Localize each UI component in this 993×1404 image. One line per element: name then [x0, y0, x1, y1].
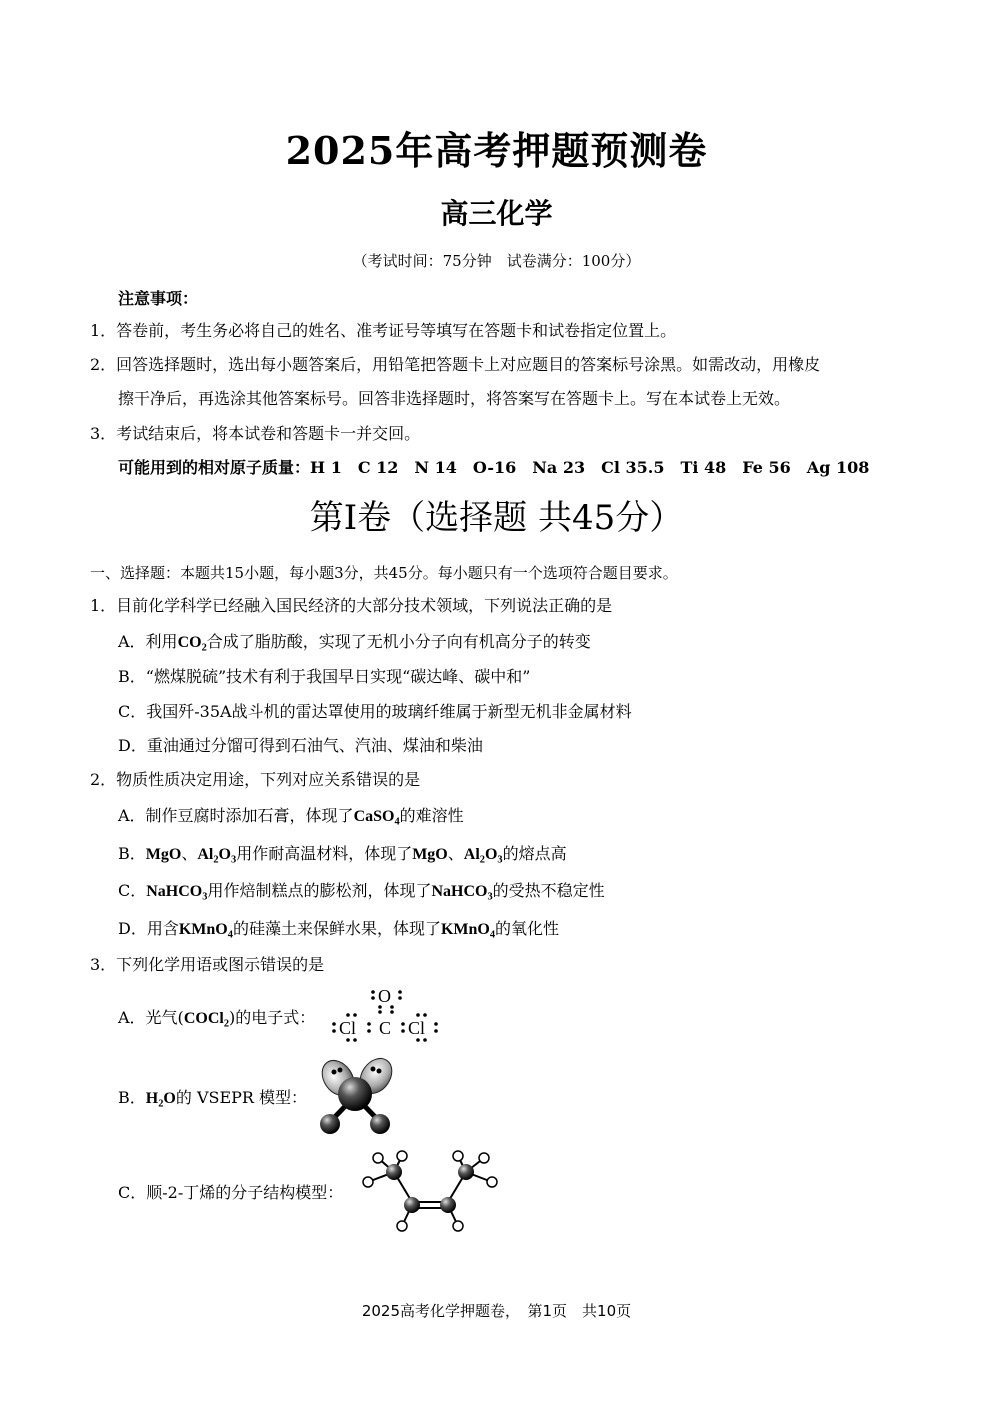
q3-stem: 3．下列化学用语或图示错误的是: [90, 955, 325, 974]
q3-b-prefix: B．: [118, 1088, 146, 1107]
q2-d-text: 的氧化性: [495, 919, 560, 938]
q2-b-sep-2: 、: [447, 844, 464, 863]
notice-heading: 注意事项：: [118, 289, 199, 308]
q3-a-subscript: 2: [223, 1018, 230, 1030]
q2-b-sub-1: 2: [213, 854, 219, 866]
q2-b-sep-1: 、: [181, 844, 198, 863]
q2-option-d: [118, 919, 559, 940]
notice-item-1: 1．答卷前，考生务必将自己的姓名、准考证号等填写在答题卡和试卷指定位置上。: [90, 321, 677, 340]
q1-option-d: D．重油通过分馏可得到石油气、汽油、煤油和柴油: [118, 736, 483, 755]
q1-a-prefix: A．利用: [118, 632, 178, 651]
q2-b-text: 的熔点高: [502, 844, 567, 863]
q2-c-formula-2: NaHCO: [431, 883, 488, 900]
q2-c-formula-1: NaHCO: [146, 883, 203, 900]
q2-b-formula-1: MgO: [145, 846, 182, 863]
q1-option-a: [118, 632, 591, 653]
lewis-chlorine-right: Cl: [408, 1018, 426, 1038]
q2-b-sub-4: 3: [497, 854, 503, 866]
page-title: 2025年高考押题预测卷: [285, 128, 708, 173]
q1-option-b: B．“燃煤脱硫”技术有利于我国早日实现“碳达峰、碳中和”: [118, 667, 531, 686]
water-vsepr-model-image: [312, 1054, 412, 1138]
lewis-chlorine-left: Cl: [339, 1018, 357, 1038]
q2-c-text: 的受热不稳定性: [492, 881, 605, 900]
q2-a-prefix: A．制作豆腐时添加石膏，体现了: [118, 806, 354, 825]
q2-b-formula-4b: O: [484, 846, 498, 863]
cis-2-butene-model-image: [358, 1150, 504, 1238]
q2-b-sub-2: 3: [230, 854, 237, 866]
q2-a-subscript: 4: [394, 816, 400, 828]
q2-c-sub-2: 3: [487, 891, 493, 903]
phosgene-lewis-structure: [330, 982, 442, 1048]
section-title: 第I卷（选择题 共45分）: [309, 498, 684, 538]
q2-b-formula-2b: O: [218, 846, 231, 863]
q2-stem: 2．物质性质决定用途，下列对应关系错误的是: [90, 770, 421, 789]
page-footer: 2025高考化学押题卷， 第1页 共10页: [361, 1302, 632, 1320]
q2-option-a: [118, 806, 464, 827]
q3-a-prefix: A．光气(: [118, 1008, 184, 1027]
q2-d-sub-1: 4: [227, 929, 233, 941]
q2-b-prefix: B．: [118, 844, 146, 863]
q2-d-sub-2: 4: [489, 929, 496, 941]
q3-a-text: )的电子式：: [229, 1008, 316, 1027]
section-intro: 一、选择题：本题共15小题，每小题3分，共45分。每小题只有一个选项符合题目要求。: [90, 564, 678, 582]
q2-b-formula-3: MgO: [412, 846, 448, 863]
atomic-masses: 可能用到的相对原子质量：H 1 C 12 N 14 O-16 Na 23 Cl 35.5 Ti 48 Fe 56 Ag 108: [118, 458, 870, 477]
q3-option-a: [118, 1008, 315, 1029]
q2-d-formula-2: KMnO: [440, 921, 490, 938]
notice-item-2-line-2: 擦干净后，再选涂其他答案标号。回答非选择题时，将答案写在答题卡上。写在本试卷上无效。: [118, 389, 791, 408]
q3-b-text: 的 VSEPR 模型：: [175, 1088, 308, 1107]
q2-c-mid: 用作焙制糕点的膨松剂，体现了: [207, 881, 432, 900]
q3-option-b: [118, 1088, 307, 1109]
page-subtitle: 高三化学: [440, 197, 553, 230]
lewis-carbon: C: [379, 1018, 392, 1038]
q2-b-formula-4: Al: [463, 846, 480, 863]
q3-option-c: C．顺-2-丁烯的分子结构模型：: [118, 1183, 344, 1202]
q1-option-c: C．我国歼-35A战斗机的雷达罩使用的玻璃纤维属于新型无机非金属材料: [118, 702, 632, 721]
q2-c-prefix: C．: [118, 881, 147, 900]
q2-a-text: 的难溶性: [399, 806, 464, 825]
q3-b-subscript: 2: [158, 1098, 164, 1110]
lewis-oxygen: O: [378, 986, 391, 1006]
q2-a-formula: CaSO: [353, 808, 395, 825]
q2-b-sub-3: 2: [479, 854, 485, 866]
q2-d-prefix: D．用含: [118, 919, 179, 938]
notice-item-3: 3．考试结束后，将本试卷和答题卡一并交回。: [90, 424, 421, 443]
notice-item-2-line-1: 2．回答选择题时，选出每小题答案后，用铅笔把答题卡上对应题目的答案标号涂黑。如需改动，用橡皮: [90, 355, 821, 374]
q2-option-c: [118, 881, 605, 902]
q1-a-subscript: 2: [201, 642, 207, 654]
q2-d-formula-1: KMnO: [178, 921, 228, 938]
q1-a-formula: CO: [177, 634, 202, 651]
q3-b-formula: H: [145, 1090, 159, 1107]
q2-b-mid: 用作耐高温材料，体现了: [236, 844, 413, 863]
q3-a-formula: COCl: [183, 1010, 224, 1027]
exam-info: （考试时间：75分钟 试卷满分：100分）: [352, 252, 641, 270]
q1-a-text: 合成了脂肪酸，实现了无机小分子向有机高分子的转变: [206, 632, 591, 651]
q2-c-sub-1: 3: [202, 891, 208, 903]
q3-b-formula-2: O: [163, 1090, 176, 1107]
q2-option-b: [118, 844, 567, 865]
q1-stem: 1．目前化学科学已经融入国民经济的大部分技术领域，下列说法正确的是: [90, 596, 613, 615]
q2-b-formula-2: Al: [197, 846, 214, 863]
q2-d-mid: 的硅藻土来保鲜水果，体现了: [232, 919, 441, 938]
